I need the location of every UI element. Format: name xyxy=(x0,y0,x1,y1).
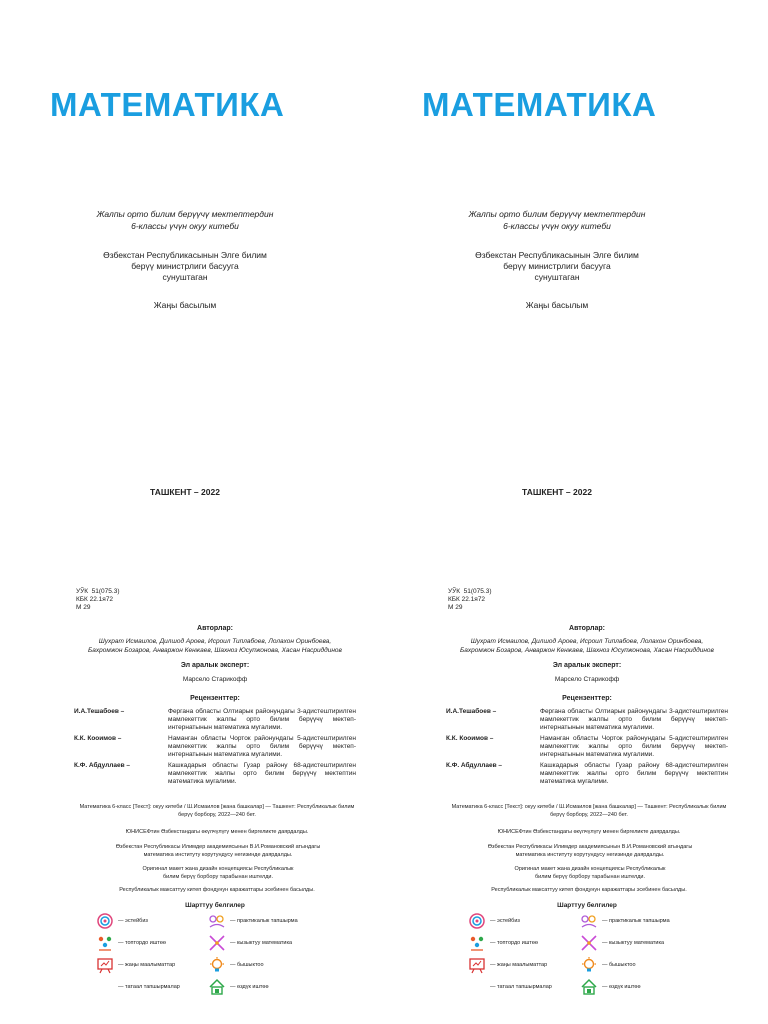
group-icon xyxy=(96,934,114,952)
right-legend-item xyxy=(468,956,547,974)
people-icon xyxy=(580,912,598,930)
arrows-icon xyxy=(580,934,598,952)
right-legend-item xyxy=(580,978,641,996)
arrows-icon xyxy=(208,934,226,952)
right-legend-item xyxy=(468,912,520,930)
right-classification-codes xyxy=(448,588,491,612)
left-legend-label: — эстейбиз xyxy=(118,918,148,924)
right-legend-item xyxy=(580,956,636,974)
right-unicef-note: ЮНИСЕФтин Өзбекстандагы өкүлчүлүгү менен биргеликте даярдалды. xyxy=(497,829,681,835)
right-legend-label: — эстейбиз xyxy=(490,918,520,924)
left-approval xyxy=(70,250,300,283)
left-academy-note: Өзбекстан Республикасы Илимдер академиясынын В.И.Романовский атындагы математика институту корутундусу негизинде даярдалды. xyxy=(115,844,321,858)
left-reviewer-name: И.А.Тешабоев – xyxy=(74,708,125,715)
left-reviewer-row xyxy=(74,735,356,759)
blank-icon xyxy=(468,978,486,996)
home-icon xyxy=(208,978,226,996)
right-expert-name: Марсело Старикофф xyxy=(554,676,620,683)
right-legend-item xyxy=(580,934,664,952)
left-legend-label: — татаал тапшырмалар xyxy=(118,984,180,990)
left-authors-line: Бахромжон Бозаров, Анваржон Кенжаев, Шахноз Юсупжонова, Хасан Насриддинов xyxy=(88,647,342,654)
left-authors-line: Шухрат Исмаилов, Дилшод Ароев, Исроил Типлабоев, Лолахон Оринбоева, xyxy=(98,638,332,645)
left-legend-label: — кызыктуу математика xyxy=(230,940,293,946)
right-authors-line: Бахромжон Бозаров, Анваржон Кенжаев, Шахноз Юсупжонова, Хасан Насриддинов xyxy=(460,647,714,654)
left-expert-name: Марсело Старикофф xyxy=(182,676,248,683)
right-reviewer-row xyxy=(446,735,728,759)
left-concept-note: Оригинал макет жана дизайн концепциясы Республикалык билим берүү борбору тарабынан иштелди. xyxy=(142,866,294,880)
right-legend xyxy=(468,912,708,1002)
left-legend-item xyxy=(208,934,292,952)
right-reviewer-desc: Наманган областы Чорток районундагы 5-адистештирилген мамлекеттик жалпы орто билим берүүчү мектеп-интернатынын математика мугалими. xyxy=(540,735,728,758)
blank-icon xyxy=(96,978,114,996)
left-edition: Жаңы басылым xyxy=(153,300,217,310)
bulb-icon xyxy=(208,956,226,974)
right-legend-label: — өздүк иштөө xyxy=(602,984,641,990)
right-legend-label: — татаал тапшырмалар xyxy=(490,984,552,990)
right-bibliographic-record: Математика 6-класс [Текст]: окуу китеби / Ш.Исмаилов [жана башкалар] — Ташкент: Республикалык билим берүү борбору, 2022—240 бет. xyxy=(451,804,727,818)
left-classification-codes xyxy=(76,588,119,612)
right-legend-heading: Шарттуу белгилер xyxy=(557,902,617,909)
left-city-year: ТАШКЕНТ – 2022 xyxy=(150,487,220,497)
right-legend-label: — жаңы маалыматтар xyxy=(490,962,548,968)
left-reviewers-heading: Рецензенттер: xyxy=(190,695,240,702)
right-subtitle-line: Жалпы орто билим берүүчү мектептердин xyxy=(468,209,646,219)
right-code-line: КБК 22.1я72 xyxy=(448,596,486,603)
left-approval-line: сунуштаган xyxy=(162,272,208,282)
right-reviewer-row xyxy=(446,762,728,786)
right-legend-item xyxy=(580,912,670,930)
left-legend-heading: Шарттуу белгилер xyxy=(185,902,245,909)
right-subtitle-line: 6-классы үчүн окуу китеби xyxy=(503,221,611,231)
group-icon xyxy=(468,934,486,952)
left-legend-item xyxy=(208,956,264,974)
left-legend-item xyxy=(96,956,175,974)
right-legend-label: — кызыктуу математика xyxy=(602,940,665,946)
right-book-title: МАТЕМАТИКА xyxy=(422,86,657,123)
right-legend-item xyxy=(468,978,552,996)
right-funding-note: Республикалык максаттуу китеп фондунун каражаттары эсебинен басылды. xyxy=(491,887,687,893)
right-reviewer-desc: Кашкадарыя областы Гузар району 68-адистештирилген мамлекеттик жалпы орто билим берүүчү мектептин математика мугалими. xyxy=(540,762,728,785)
left-reviewer-desc: Фергана областы Олтиарык районундагы 3-адистештирилген мамлекеттик жалпы орто билим берүүчү мектеп-интернатынын математика мугалими. xyxy=(168,708,356,731)
right-reviewer-desc: Фергана областы Олтиарык районундагы 3-адистештирилген мамлекеттик жалпы орто билим берүүчү мектеп-интернатынын математика мугалими. xyxy=(540,708,728,731)
left-funding-note: Республикалык максаттуу китеп фондунун каражаттары эсебинен басылды. xyxy=(119,887,315,893)
left-legend-item xyxy=(96,912,148,930)
right-authors xyxy=(442,637,732,655)
left-reviewers xyxy=(74,708,356,789)
right-approval-line: Өзбекстан Республикасынын Элге билим xyxy=(475,250,639,260)
left-legend-label: — жаңы маалыматтар xyxy=(118,962,176,968)
left-authors-heading: Авторлар: xyxy=(197,625,233,632)
left-approval-line: берүү министрлиги басууга xyxy=(131,261,239,271)
left-subtitle xyxy=(70,208,300,232)
left-legend-label: — практикалык тапшырма xyxy=(230,918,298,924)
left-reviewer-name: К.К. Коoимов – xyxy=(74,735,122,742)
right-approval xyxy=(442,250,672,283)
right-code-line: М 29 xyxy=(448,604,463,611)
right-reviewer-name: К.Ф. Абдуллаев – xyxy=(446,762,503,769)
left-code-line: КБК 22.1я72 xyxy=(76,596,114,603)
left-approval-line: Өзбекстан Республикасынын Элге билим xyxy=(103,250,267,260)
left-reviewer-desc: Кашкадарыя областы Гузар району 68-адистештирилген мамлекеттик жалпы орто билим берүүчү мектептин математика мугалими. xyxy=(168,762,356,785)
right-legend-label: — практикалык тапшырма xyxy=(602,918,670,924)
left-reviewer-desc: Наманган областы Чорток районундагы 5-адистештирилген мамлекеттик жалпы орто билим берүүчү мектеп-интернатынын математика мугалими. xyxy=(168,735,356,758)
left-legend-item xyxy=(96,934,166,952)
page-right xyxy=(372,0,756,1024)
left-legend-item xyxy=(208,912,298,930)
board-icon xyxy=(468,956,486,974)
people-icon xyxy=(208,912,226,930)
right-authors-heading: Авторлар: xyxy=(569,625,605,632)
right-legend-label: — топтордо иштөө xyxy=(490,940,538,946)
left-unicef-note: ЮНИСЕФтин Өзбекстандагы өкүлчүлүгү менен биргеликте даярдалды. xyxy=(125,829,309,835)
left-legend xyxy=(96,912,336,1002)
right-reviewer-row xyxy=(446,708,728,732)
left-bibliographic-record: Математика 6-класс [Текст]: окуу китеби / Ш.Исмаилов [жана башкалар] — Ташкент: Республикалык билим берүү борбору, 2022—240 бет. xyxy=(79,804,355,818)
left-reviewer-name: К.Ф. Абдуллаев – xyxy=(74,762,131,769)
right-reviewer-name: И.А.Тешабоев – xyxy=(446,708,497,715)
right-city-year: ТАШКЕНТ – 2022 xyxy=(522,487,592,497)
target-icon xyxy=(468,912,486,930)
right-edition: Жаңы басылым xyxy=(525,300,589,310)
right-reviewers-heading: Рецензенттер: xyxy=(562,695,612,702)
left-legend-item xyxy=(96,978,180,996)
target-icon xyxy=(96,912,114,930)
left-legend-label: — топтордо иштөө xyxy=(118,940,166,946)
right-reviewer-name: К.К. Коoимов – xyxy=(446,735,494,742)
left-expert-heading: Эл аралык эксперт: xyxy=(180,662,250,669)
left-reviewer-row xyxy=(74,708,356,732)
home-icon xyxy=(580,978,598,996)
right-approval-line: сунуштаган xyxy=(534,272,580,282)
right-authors-line: Шухрат Исмаилов, Дилшод Ароев, Исроил Типлабоев, Лолахон Оринбоева, xyxy=(470,638,704,645)
left-subtitle-line: 6-классы үчүн окуу китеби xyxy=(131,221,239,231)
left-legend-label: — бышыктоо xyxy=(230,962,264,968)
left-legend-item xyxy=(208,978,269,996)
right-expert-heading: Эл аралык эксперт: xyxy=(552,662,622,669)
right-reviewers xyxy=(446,708,728,789)
right-code-line: УЎК 51(075.3) xyxy=(448,588,492,595)
right-concept-note: Оригинал макет жана дизайн концепциясы Республикалык билим берүү борбору тарабынан иштелди. xyxy=(514,866,666,880)
bulb-icon xyxy=(580,956,598,974)
left-legend-label: — өздүк иштөө xyxy=(230,984,269,990)
right-legend-label: — бышыктоо xyxy=(602,962,636,968)
right-subtitle xyxy=(442,208,672,232)
right-approval-line: берүү министрлиги басууга xyxy=(503,261,611,271)
left-authors xyxy=(70,637,360,655)
left-subtitle-line: Жалпы орто билим берүүчү мектептердин xyxy=(96,209,274,219)
left-reviewer-row xyxy=(74,762,356,786)
left-book-title: МАТЕМАТИКА xyxy=(50,86,285,123)
right-legend-item xyxy=(468,934,538,952)
board-icon xyxy=(96,956,114,974)
left-code-line: М 29 xyxy=(76,604,91,611)
right-academy-note: Өзбекстан Республикасы Илимдер академиясынын В.И.Романовский атындагы математика институту корутундусу негизинде даярдалды. xyxy=(487,844,693,858)
left-code-line: УЎК 51(075.3) xyxy=(76,588,120,595)
